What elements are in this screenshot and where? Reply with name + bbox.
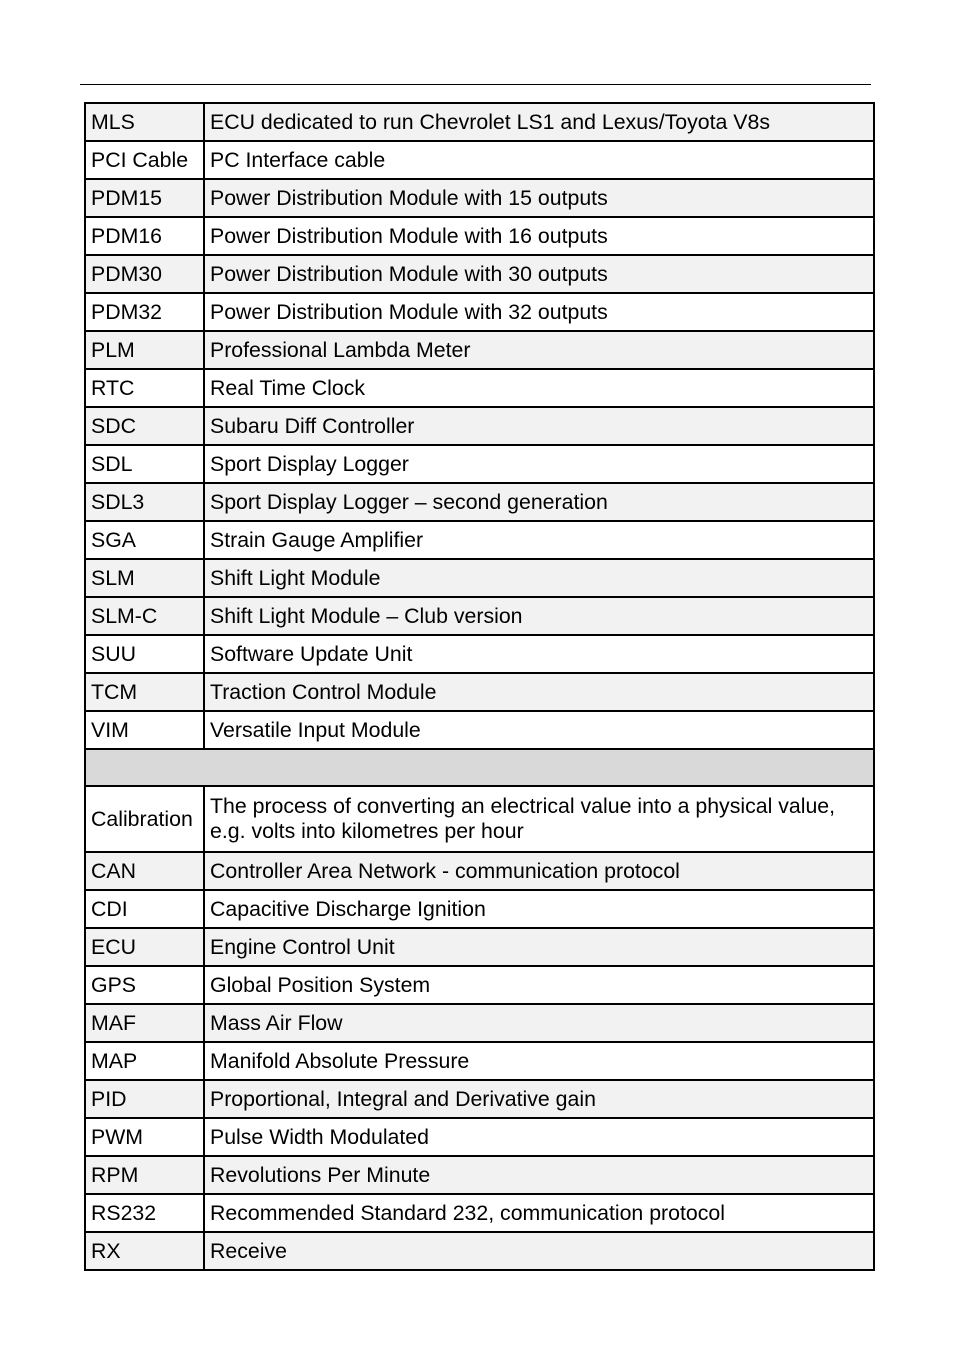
table-row xyxy=(85,1156,874,1194)
term-cell: SGA xyxy=(85,521,204,559)
definition-cell: ECU dedicated to run Chevrolet LS1 and Lexus/Toyota V8s xyxy=(204,103,874,141)
term-cell: MAP xyxy=(85,1042,204,1080)
table-row xyxy=(85,966,874,1004)
term-cell: GPS xyxy=(85,966,204,1004)
term-cell: SUU xyxy=(85,635,204,673)
table-row xyxy=(85,597,874,635)
term-cell: TCM xyxy=(85,673,204,711)
section-separator-cell xyxy=(85,749,874,786)
term-cell: MLS xyxy=(85,103,204,141)
term-cell: PDM30 xyxy=(85,255,204,293)
term-cell: SDC xyxy=(85,407,204,445)
term-cell: PDM32 xyxy=(85,293,204,331)
definition-cell: Receive xyxy=(204,1232,874,1270)
table-row xyxy=(85,217,874,255)
term-cell: RS232 xyxy=(85,1194,204,1232)
section-separator-row xyxy=(85,749,874,786)
definition-cell: Power Distribution Module with 16 outputs xyxy=(204,217,874,255)
table-row xyxy=(85,483,874,521)
definition-cell: Manifold Absolute Pressure xyxy=(204,1042,874,1080)
table-row xyxy=(85,103,874,141)
table-row xyxy=(85,1004,874,1042)
table-row xyxy=(85,331,874,369)
table-row xyxy=(85,407,874,445)
definition-cell: Professional Lambda Meter xyxy=(204,331,874,369)
term-cell: RPM xyxy=(85,1156,204,1194)
term-cell: ECU xyxy=(85,928,204,966)
definition-cell: Revolutions Per Minute xyxy=(204,1156,874,1194)
definition-cell: Software Update Unit xyxy=(204,635,874,673)
term-cell: PLM xyxy=(85,331,204,369)
term-cell: SDL3 xyxy=(85,483,204,521)
definition-cell: Mass Air Flow xyxy=(204,1004,874,1042)
header-divider xyxy=(80,84,871,85)
definition-cell: PC Interface cable xyxy=(204,141,874,179)
table-row xyxy=(85,141,874,179)
definition-cell: Traction Control Module xyxy=(204,673,874,711)
table-row xyxy=(85,1118,874,1156)
term-cell: PDM15 xyxy=(85,179,204,217)
definition-cell: Controller Area Network - communication protocol xyxy=(204,852,874,890)
table-row xyxy=(85,1194,874,1232)
definition-cell: Capacitive Discharge Ignition xyxy=(204,890,874,928)
table-row xyxy=(85,521,874,559)
table-row xyxy=(85,852,874,890)
term-cell: SDL xyxy=(85,445,204,483)
term-cell: CDI xyxy=(85,890,204,928)
definition-cell: Global Position System xyxy=(204,966,874,1004)
table-row xyxy=(85,179,874,217)
definition-cell: The process of converting an electrical value into a physical value, e.g. volts into kilometres per hour xyxy=(204,786,874,852)
definition-cell: Recommended Standard 232, communication protocol xyxy=(204,1194,874,1232)
glossary-table xyxy=(84,102,875,1271)
term-cell: SLM-C xyxy=(85,597,204,635)
term-cell: MAF xyxy=(85,1004,204,1042)
term-cell: PDM16 xyxy=(85,217,204,255)
definition-cell: Subaru Diff Controller xyxy=(204,407,874,445)
definition-cell: Strain Gauge Amplifier xyxy=(204,521,874,559)
definition-cell: Power Distribution Module with 30 outputs xyxy=(204,255,874,293)
term-cell: RX xyxy=(85,1232,204,1270)
table-row xyxy=(85,1080,874,1118)
table-row xyxy=(85,369,874,407)
term-cell: PID xyxy=(85,1080,204,1118)
table-row xyxy=(85,786,874,852)
definition-cell: Sport Display Logger xyxy=(204,445,874,483)
definition-cell: Power Distribution Module with 32 outputs xyxy=(204,293,874,331)
table-row xyxy=(85,635,874,673)
term-cell: VIM xyxy=(85,711,204,749)
table-row xyxy=(85,445,874,483)
definition-cell: Real Time Clock xyxy=(204,369,874,407)
term-cell: RTC xyxy=(85,369,204,407)
term-cell: PCI Cable xyxy=(85,141,204,179)
table-row xyxy=(85,293,874,331)
definition-cell: Shift Light Module – Club version xyxy=(204,597,874,635)
definition-cell: Shift Light Module xyxy=(204,559,874,597)
definition-cell: Versatile Input Module xyxy=(204,711,874,749)
table-row xyxy=(85,890,874,928)
table-row xyxy=(85,673,874,711)
table-row xyxy=(85,1232,874,1270)
definition-cell: Pulse Width Modulated xyxy=(204,1118,874,1156)
term-cell: PWM xyxy=(85,1118,204,1156)
table-row xyxy=(85,255,874,293)
term-cell: SLM xyxy=(85,559,204,597)
definition-cell: Power Distribution Module with 15 outputs xyxy=(204,179,874,217)
term-cell: Calibration xyxy=(85,786,204,852)
term-cell: CAN xyxy=(85,852,204,890)
definition-cell: Proportional, Integral and Derivative gain xyxy=(204,1080,874,1118)
table-row xyxy=(85,1042,874,1080)
definition-cell: Sport Display Logger – second generation xyxy=(204,483,874,521)
table-row xyxy=(85,559,874,597)
table-row xyxy=(85,928,874,966)
table-row xyxy=(85,711,874,749)
definition-cell: Engine Control Unit xyxy=(204,928,874,966)
